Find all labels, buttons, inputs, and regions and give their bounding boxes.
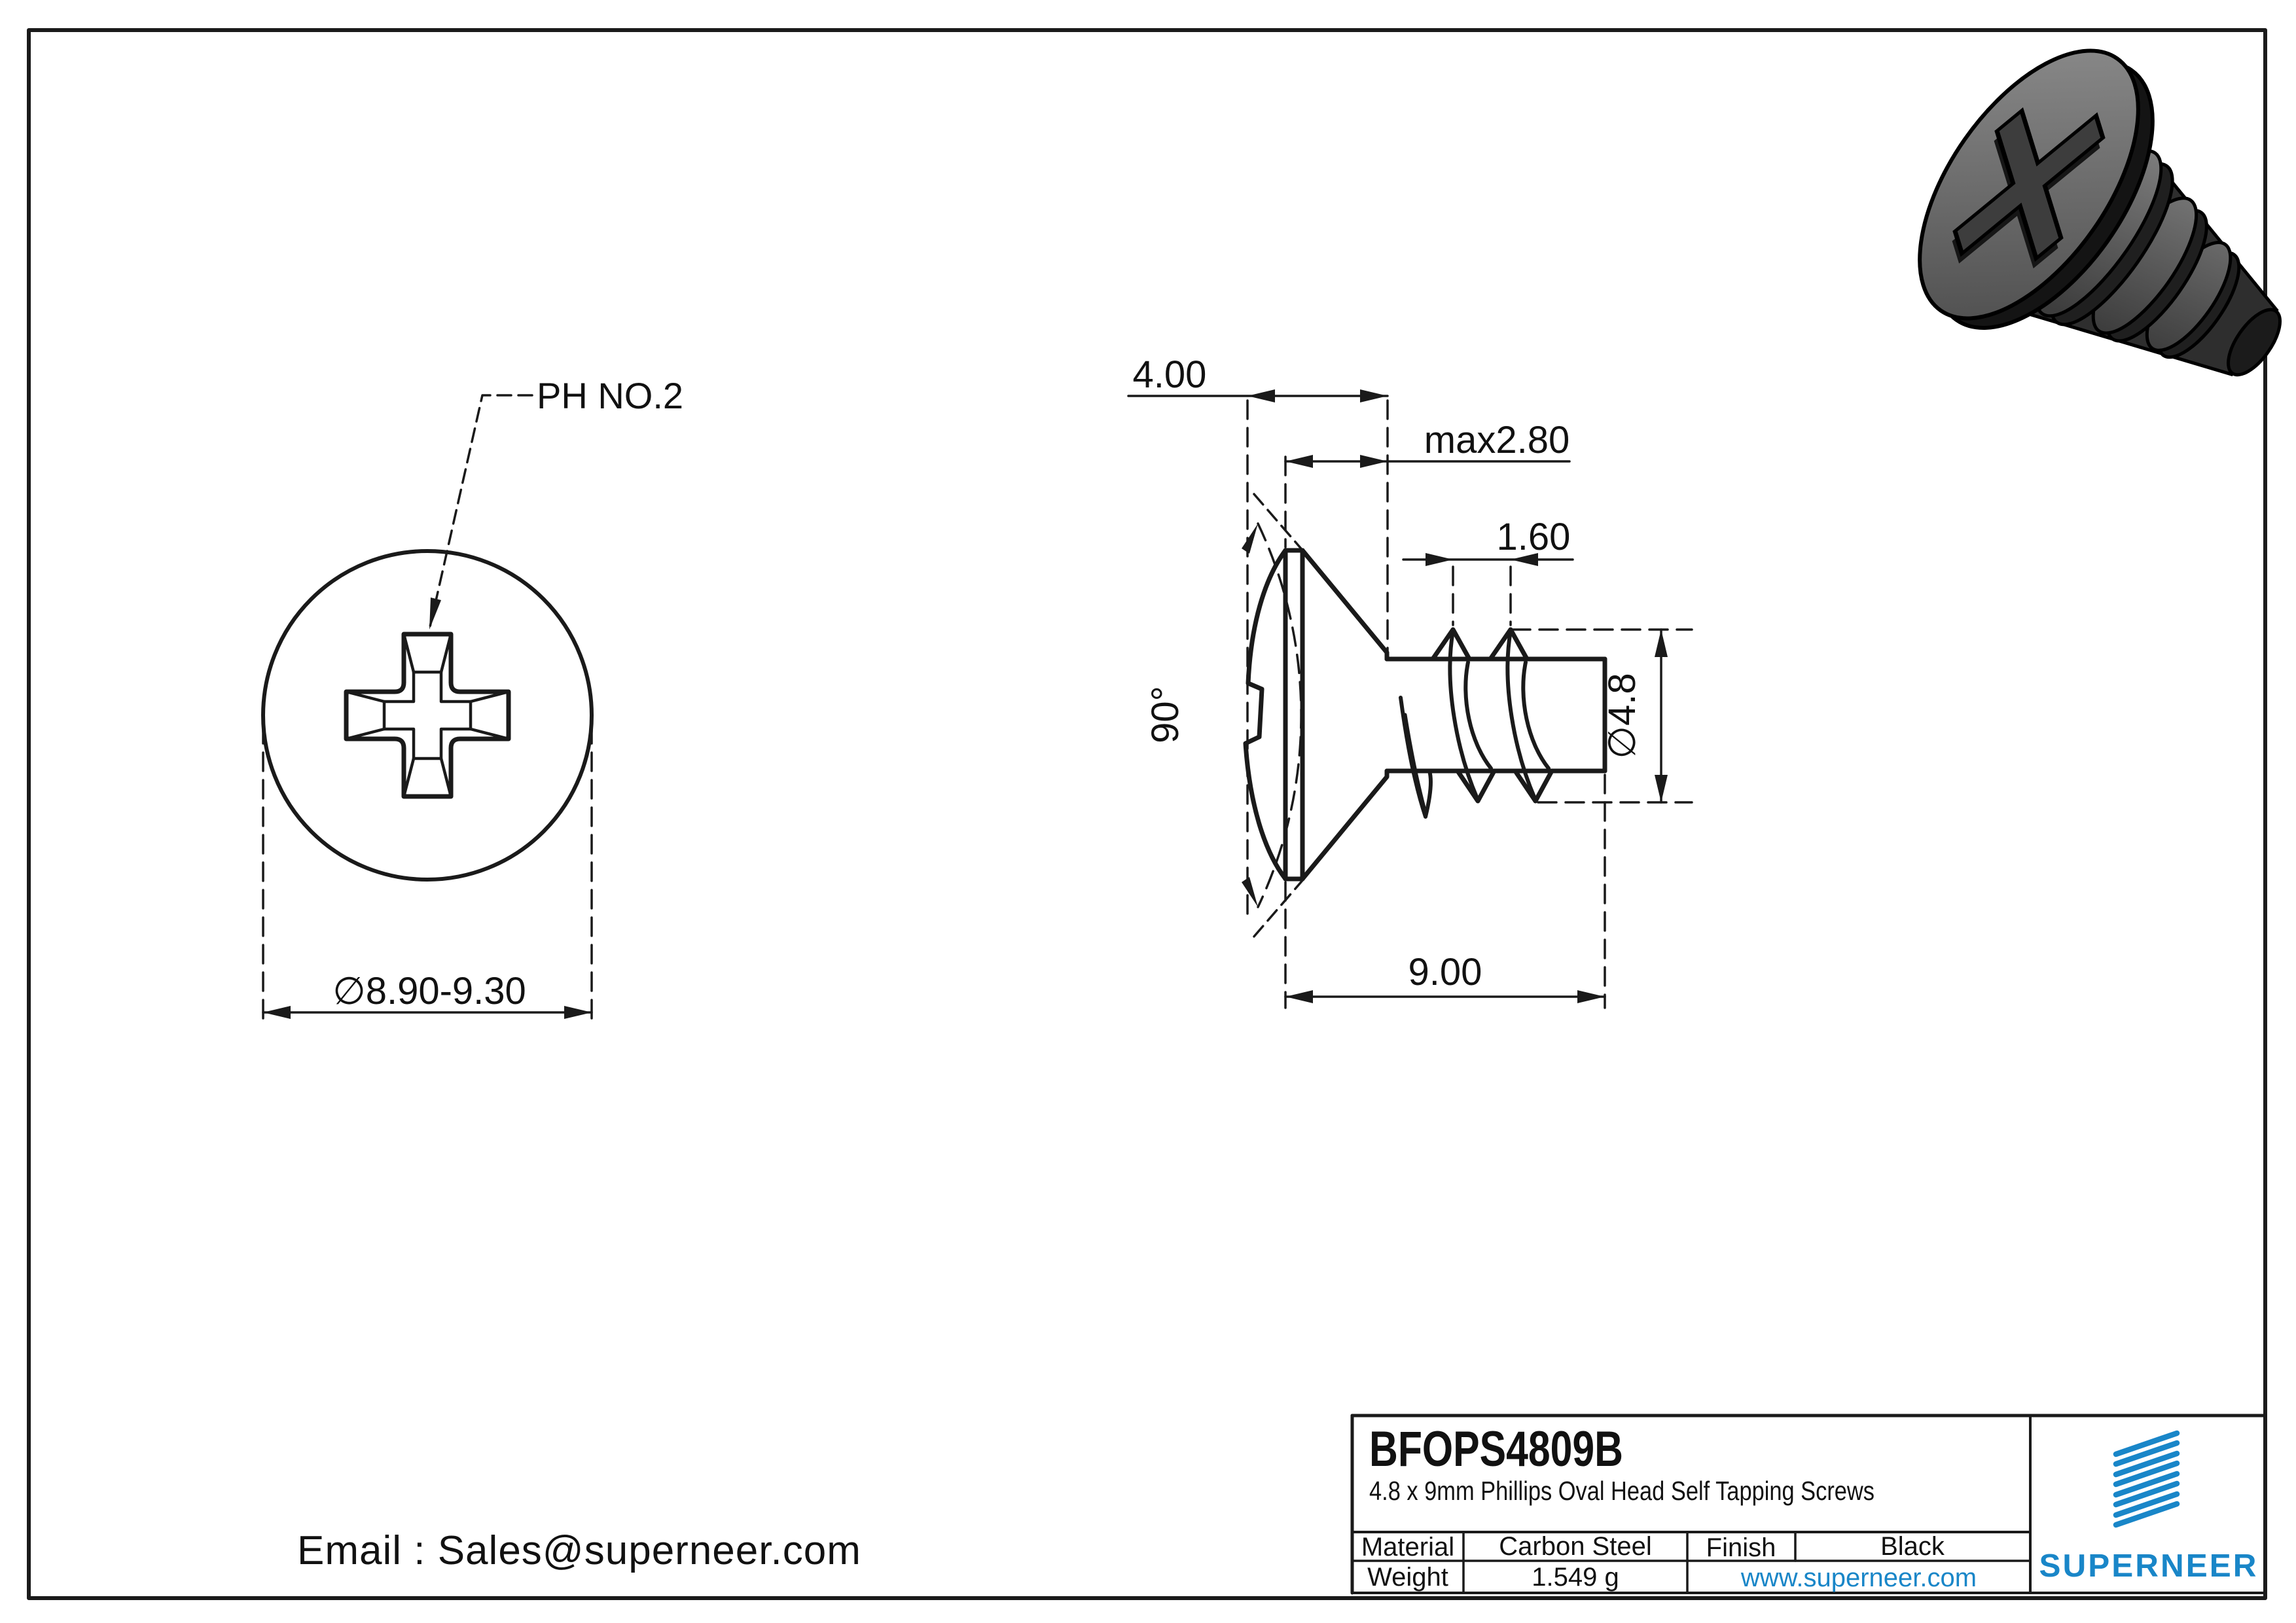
- email-label: Email : Sales@superneer.com: [297, 1528, 861, 1573]
- weight-label: Weight: [1367, 1563, 1448, 1592]
- countersink-angle-dim: 90°: [1144, 686, 1187, 743]
- material-label: Material: [1361, 1533, 1455, 1561]
- weight-value: 1.549 g: [1532, 1563, 1619, 1592]
- recess-label: PH NO.2: [537, 375, 684, 416]
- head-diameter-dim: ∅8.90-9.30: [332, 970, 526, 1012]
- material-value: Carbon Steel: [1499, 1532, 1652, 1561]
- finish-label: Finish: [1706, 1533, 1776, 1562]
- finish-value: Black: [1880, 1532, 1945, 1561]
- part-number: BFOPS4809B: [1369, 1421, 1623, 1477]
- head-depth-dim: 4.00: [1132, 353, 1207, 396]
- oval-height-dim: max2.80: [1424, 419, 1570, 461]
- thread-pitch-dim: 1.60: [1496, 516, 1571, 558]
- part-description: 4.8 x 9mm Phillips Oval Head Self Tapping Screws: [1369, 1476, 1874, 1506]
- website-link[interactable]: www.superneer.com: [1740, 1563, 1977, 1592]
- thread-diameter-dim: ∅4.8: [1601, 673, 1643, 759]
- brand-wordmark: SUPERNEER: [2039, 1548, 2259, 1584]
- length-dim: 9.00: [1408, 951, 1482, 993]
